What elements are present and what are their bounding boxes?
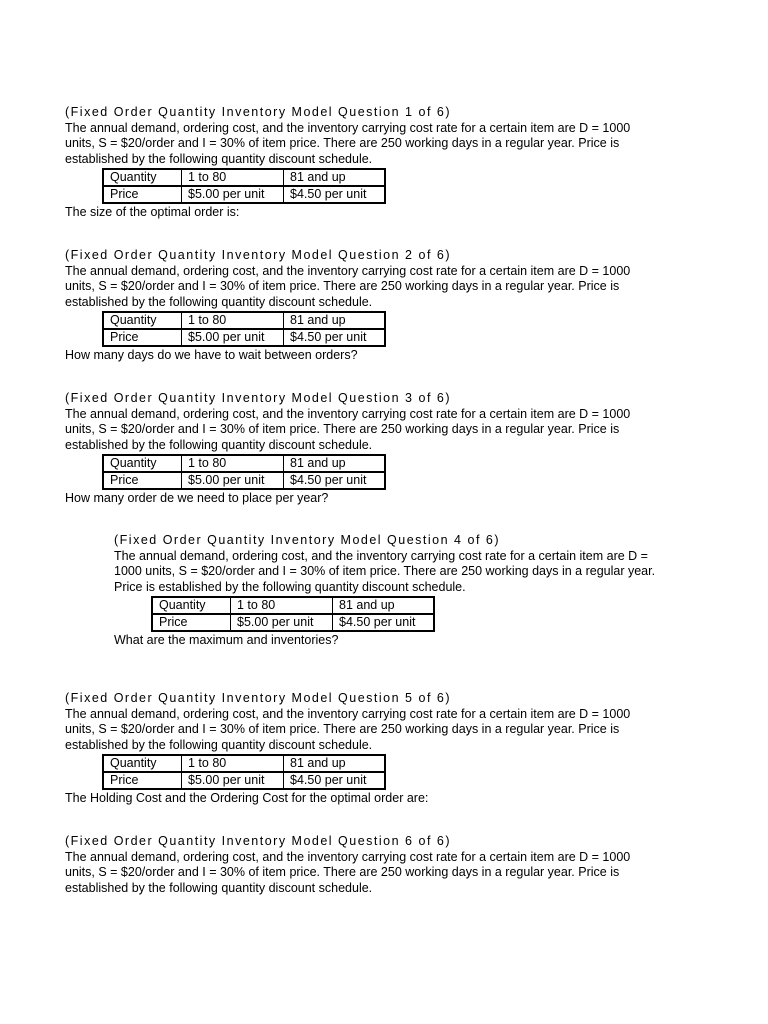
discount-schedule-table [102, 311, 386, 347]
question-5 [65, 691, 655, 807]
table-header-row [103, 455, 385, 472]
question-title: (Fixed Order Quantity Inventory Model Question 6 of 6) [65, 834, 451, 848]
question-body: The annual demand, ordering cost, and the inventory carrying cost rate for a certain item are D = 1000 units, S = $20/order and I = 30% of item price. There are 250 working days in a regular year. Price is established by the following quantity discount schedule. [65, 706, 631, 752]
table-cell: Price [152, 614, 231, 631]
table-cell: 1 to 80 [182, 169, 284, 186]
discount-schedule-table [102, 454, 386, 490]
question-title: (Fixed Order Quantity Inventory Model Question 1 of 6) [65, 105, 451, 119]
table-cell: 81 and up [333, 597, 435, 614]
table-header-row [103, 755, 385, 772]
table-cell: 1 to 80 [182, 455, 284, 472]
question-2 [65, 248, 655, 364]
table-cell: $5.00 per unit [182, 186, 284, 203]
table-cell: Price [103, 772, 182, 789]
discount-schedule-table [151, 596, 435, 632]
question-body: The annual demand, ordering cost, and the inventory carrying cost rate for a certain item are D = 1000 units, S = $20/order and I = 30% of item price. There are 250 working days in a regular year. Price is established by the following quantity discount schedule. [65, 263, 631, 309]
table-cell: $5.00 per unit [182, 329, 284, 346]
table-cell: Quantity [152, 597, 231, 614]
table-cell: 81 and up [284, 312, 386, 329]
table-header-row [103, 169, 385, 186]
table-row [103, 472, 385, 489]
discount-schedule-table [102, 168, 386, 204]
question-prompt: What are the maximum and inventories? [114, 633, 339, 648]
question-6 [65, 834, 655, 896]
question-prompt: The size of the optimal order is: [65, 205, 240, 220]
question-body: The annual demand, ordering cost, and the inventory carrying cost rate for a certain item are D = 1000 units, S = $20/order and I = 30% of item price. There are 250 working days in a regular year. Price is established by the following quantity discount schedule. [65, 120, 631, 166]
table-cell: Price [103, 186, 182, 203]
table-cell: $4.50 per unit [284, 329, 386, 346]
question-prompt: How many days do we have to wait between orders? [65, 348, 358, 363]
table-cell: 1 to 80 [231, 597, 333, 614]
table-cell: Price [103, 472, 182, 489]
table-cell: 81 and up [284, 455, 386, 472]
table-cell: $5.00 per unit [182, 772, 284, 789]
question-4 [114, 533, 659, 649]
table-cell: 1 to 80 [182, 312, 284, 329]
table-header-row [152, 597, 434, 614]
table-cell: $5.00 per unit [182, 472, 284, 489]
question-title: (Fixed Order Quantity Inventory Model Question 2 of 6) [65, 248, 451, 262]
table-cell: 81 and up [284, 755, 386, 772]
question-prompt: How many order de we need to place per year? [65, 491, 329, 506]
table-cell: $4.50 per unit [284, 772, 386, 789]
discount-schedule-table [102, 754, 386, 790]
question-body: The annual demand, ordering cost, and the inventory carrying cost rate for a certain item are D = 1000 units, S = $20/order and I = 30% of item price. There are 250 working days in a regular year. Price is established by the following quantity discount schedule. [65, 849, 631, 895]
table-row [152, 614, 434, 631]
question-body: The annual demand, ordering cost, and the inventory carrying cost rate for a certain item are D = 1000 units, S = $20/order and I = 30% of item price. There are 250 working days in a regular year. Price is established by the following quantity discount schedule. [114, 548, 656, 594]
question-title: (Fixed Order Quantity Inventory Model Question 5 of 6) [65, 691, 451, 705]
question-title: (Fixed Order Quantity Inventory Model Question 3 of 6) [65, 391, 451, 405]
table-cell: $4.50 per unit [333, 614, 435, 631]
table-cell: 81 and up [284, 169, 386, 186]
table-header-row [103, 312, 385, 329]
table-row [103, 329, 385, 346]
question-3 [65, 391, 655, 507]
question-1 [65, 105, 655, 221]
table-cell: $4.50 per unit [284, 472, 386, 489]
table-cell: Quantity [103, 755, 182, 772]
question-title: (Fixed Order Quantity Inventory Model Question 4 of 6) [114, 533, 500, 547]
table-cell: 1 to 80 [182, 755, 284, 772]
question-body: The annual demand, ordering cost, and the inventory carrying cost rate for a certain item are D = 1000 units, S = $20/order and I = 30% of item price. There are 250 working days in a regular year. Price is established by the following quantity discount schedule. [65, 406, 631, 452]
table-cell: $4.50 per unit [284, 186, 386, 203]
table-cell: Quantity [103, 169, 182, 186]
table-cell: Quantity [103, 312, 182, 329]
table-row [103, 772, 385, 789]
table-cell: Price [103, 329, 182, 346]
table-row [103, 186, 385, 203]
table-cell: $5.00 per unit [231, 614, 333, 631]
table-cell: Quantity [103, 455, 182, 472]
question-prompt: The Holding Cost and the Ordering Cost for the optimal order are: [65, 791, 429, 806]
